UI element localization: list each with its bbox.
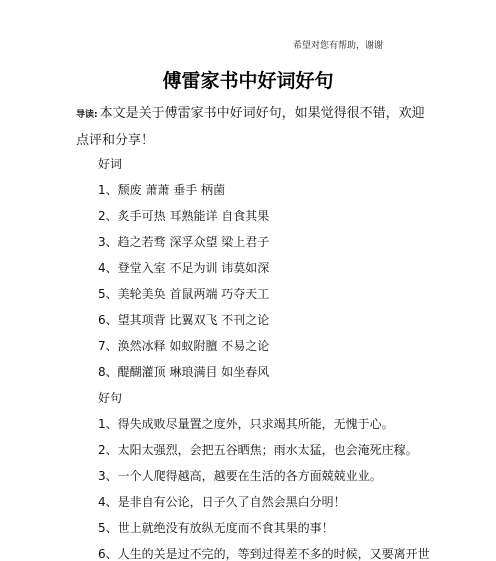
intro-paragraph xyxy=(76,101,436,153)
page-title: 傅雷家书中好词好句 xyxy=(162,70,334,92)
word-item: 1、颓废 萧萧 垂手 柄菌 xyxy=(98,183,226,197)
sentence-item: 5、世上就绝没有放纵无度而不食其果的事！ xyxy=(98,521,334,535)
word-item: 8、醍醐灌顶 琳琅满目 如坐春风 xyxy=(98,365,270,379)
sentence-item: 2、太阳太强烈，会把五谷晒焦；雨水太猛，也会淹死庄稼。 xyxy=(98,443,418,457)
intro-text: 本文是关于傅雷家书中好词好句，如果觉得很不错，欢迎点评和分享！ xyxy=(76,106,425,148)
sentence-item: 1、得失成败尽量置之度外，只求竭其所能，无愧于心。 xyxy=(98,417,394,431)
header-note: 希望对您有帮助，谢谢 xyxy=(293,41,384,51)
word-item: 5、美轮美奂 首鼠两端 巧夺天工 xyxy=(98,287,270,301)
intro-lead: 导读: xyxy=(76,110,98,120)
sentences-heading: 好句 xyxy=(98,391,123,405)
word-item: 7、涣然冰释 如蚁附膻 不易之论 xyxy=(98,339,270,353)
word-item: 4、登堂入室 不足为训 讳莫如深 xyxy=(98,261,270,275)
word-item: 6、望其项背 比翼双飞 不刊之论 xyxy=(98,313,270,327)
sentence-item: 6、人生的关是过不完的，等到过得差不多的时候，又要离开世 xyxy=(98,547,430,561)
word-item: 2、炙手可热 耳熟能详 自食其果 xyxy=(98,209,270,223)
word-item: 3、趋之若骛 深孚众望 梁上君子 xyxy=(98,235,270,249)
sentence-item: 3、一个人爬得越高，越要在生活的各方面兢兢业业。 xyxy=(98,469,382,483)
words-heading: 好词 xyxy=(98,157,123,171)
sentence-item: 4、是非自有公论，日子久了自然会黑白分明！ xyxy=(98,495,346,509)
